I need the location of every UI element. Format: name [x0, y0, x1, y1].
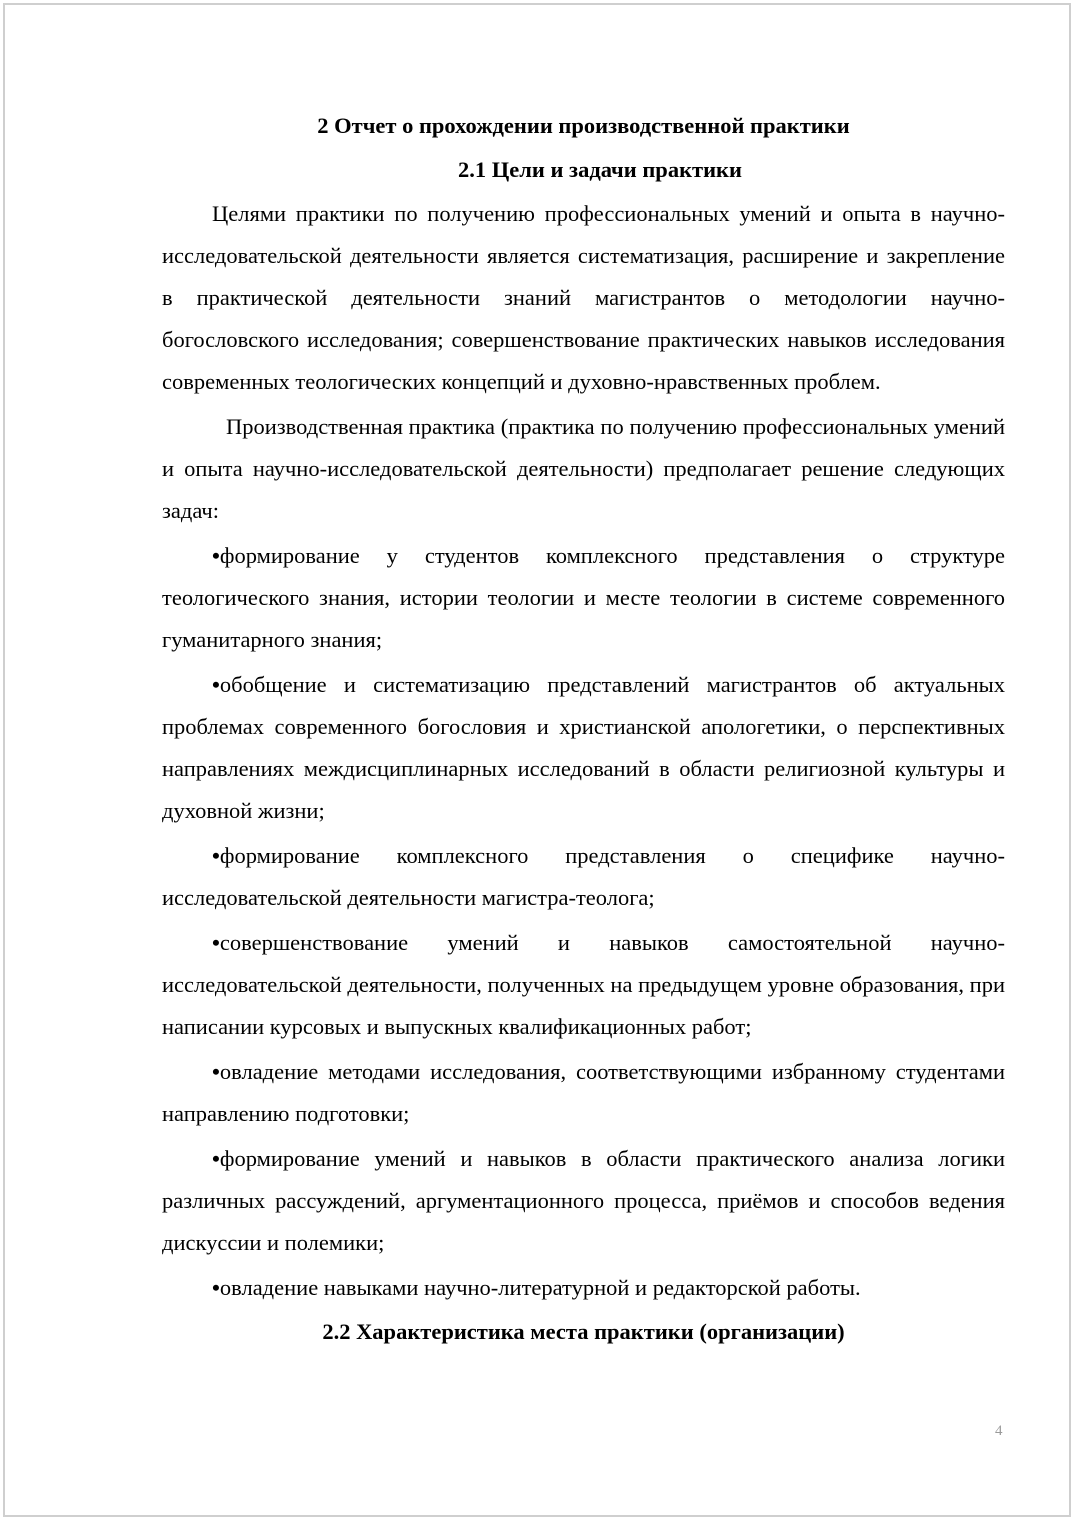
list-item	[162, 664, 1005, 832]
bullet-icon: •	[212, 672, 220, 697]
list-item	[162, 922, 1005, 1048]
list-item-text: овладение навыками научно-литературной и редакторской работы.	[219, 1275, 861, 1300]
list-item-text: обобщение и систематизацию представлений магистрантов об актуальных проблемах современного богословия и христианской апологетики, о перспективных направлениях междисциплинарных исследований в области религиозной культуры и духовной жизни;	[162, 672, 1005, 823]
paragraph-tasks-intro: Производственная практика (практика по получению профессиональных умений и опыта научно-исследовательской деятельности) предполагает решение следующих задач:	[162, 414, 1005, 523]
list-item-text: овладение методами исследования, соответствующими избранному студентами направлению подготовки;	[162, 1059, 1005, 1126]
list-item	[162, 1051, 1005, 1135]
chapter-heading: 2 Отчет о прохождении производственной практики	[317, 113, 850, 138]
document-page	[3, 3, 1071, 1517]
list-item	[162, 1267, 1005, 1309]
list-item-text: формирование комплексного представления о специфике научно-исследовательской деятельности магистра-теолога;	[162, 843, 1005, 910]
page-number: 4	[995, 1423, 1003, 1439]
paragraph-goals: Целями практики по получению профессиональных умений и опыта в научно-исследовательской деятельности является систематизация, расширение и закрепление в практической деятельности знаний магистрантов о методологии научно-богословского исследования; совершенствование практических навыков исследования современных теологических концепций и духовно-нравственных проблем.	[162, 201, 1005, 394]
list-item-text: совершенствование умений и навыков самостоятельной научно-исследовательской деятельности, полученных на предыдущем уровне образования, при написании курсовых и выпускных квалификационных работ;	[162, 930, 1005, 1039]
bullet-icon: •	[212, 543, 220, 568]
section-heading-goals: 2.1 Цели и задачи практики	[458, 157, 742, 182]
list-item-text: формирование умений и навыков в области практического анализа логики различных рассуждений, аргументационного процесса, приёмов и способов ведения дискуссии и полемики;	[162, 1146, 1005, 1255]
list-item	[162, 1138, 1005, 1264]
bullet-icon: •	[212, 1059, 220, 1084]
list-item-text: формирование у студентов комплексного представления о структуре теологического знания, истории теологии и месте теологии в системе современного гуманитарного знания;	[162, 543, 1005, 652]
page-content	[162, 105, 1005, 1355]
list-item	[162, 835, 1005, 919]
bullet-icon: •	[212, 1275, 220, 1300]
list-item	[162, 535, 1005, 661]
section-heading-organization: 2.2 Характеристика места практики (организации)	[322, 1319, 845, 1344]
bullet-icon: •	[212, 1146, 220, 1171]
bullet-icon: •	[212, 930, 220, 955]
bullet-icon: •	[212, 843, 220, 868]
